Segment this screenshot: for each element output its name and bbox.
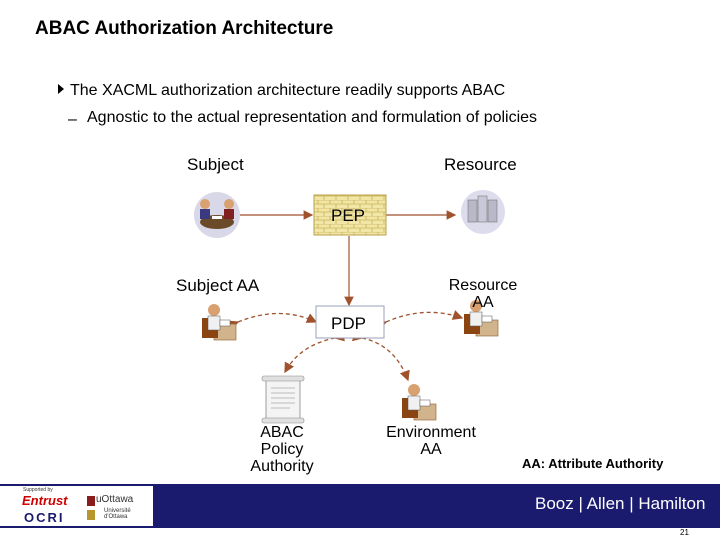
- uottawa-logo-french: Université d'Ottawa: [104, 508, 131, 520]
- resource-aa-label: Resource AA: [448, 277, 518, 311]
- subject-icon: [194, 192, 240, 238]
- policy-scroll-icon: [262, 376, 304, 423]
- bullet-main-text: The XACML authorization architecture readily supports ABAC: [70, 82, 506, 99]
- policy-authority-label: ABAC Policy Authority: [250, 424, 314, 475]
- entrust-logo: Entrust: [22, 493, 68, 508]
- dashed-subjectaa-pdp: [238, 314, 316, 323]
- pep-label: PEP: [331, 206, 366, 225]
- subject-label: Subject: [187, 155, 244, 174]
- resource-label: Resource: [444, 155, 517, 174]
- environment-aa-label: Environment AA: [386, 424, 476, 458]
- bullet-sub-text: Agnostic to the actual representation and formulation of policies: [87, 109, 538, 126]
- dashed-pdp-environment: [362, 338, 408, 380]
- page-number: 21: [680, 528, 689, 537]
- dashed-pdp-resourceaa: [386, 312, 462, 322]
- subject-aa-worker-icon: [202, 304, 236, 340]
- slide-title: ABAC Authorization Architecture: [35, 18, 334, 39]
- uottawa-logo: uOttawa: [96, 494, 134, 505]
- sub-bullet-dash: –: [68, 111, 77, 128]
- subject-aa-label: Subject AA: [176, 276, 260, 295]
- resource-icon: [461, 190, 505, 234]
- dashed-pdp-policy: [285, 338, 335, 372]
- ocri-logo: OCRI: [24, 510, 65, 525]
- supported-by-text: Supported by: [23, 487, 53, 493]
- uottawa-crest-icon: [86, 494, 96, 524]
- aa-legend-note: AA: Attribute Authority: [522, 456, 664, 471]
- pdp-label: PDP: [331, 314, 366, 333]
- company-brand: Booz | Allen | Hamilton: [535, 494, 706, 513]
- environment-aa-worker-icon: [402, 384, 436, 420]
